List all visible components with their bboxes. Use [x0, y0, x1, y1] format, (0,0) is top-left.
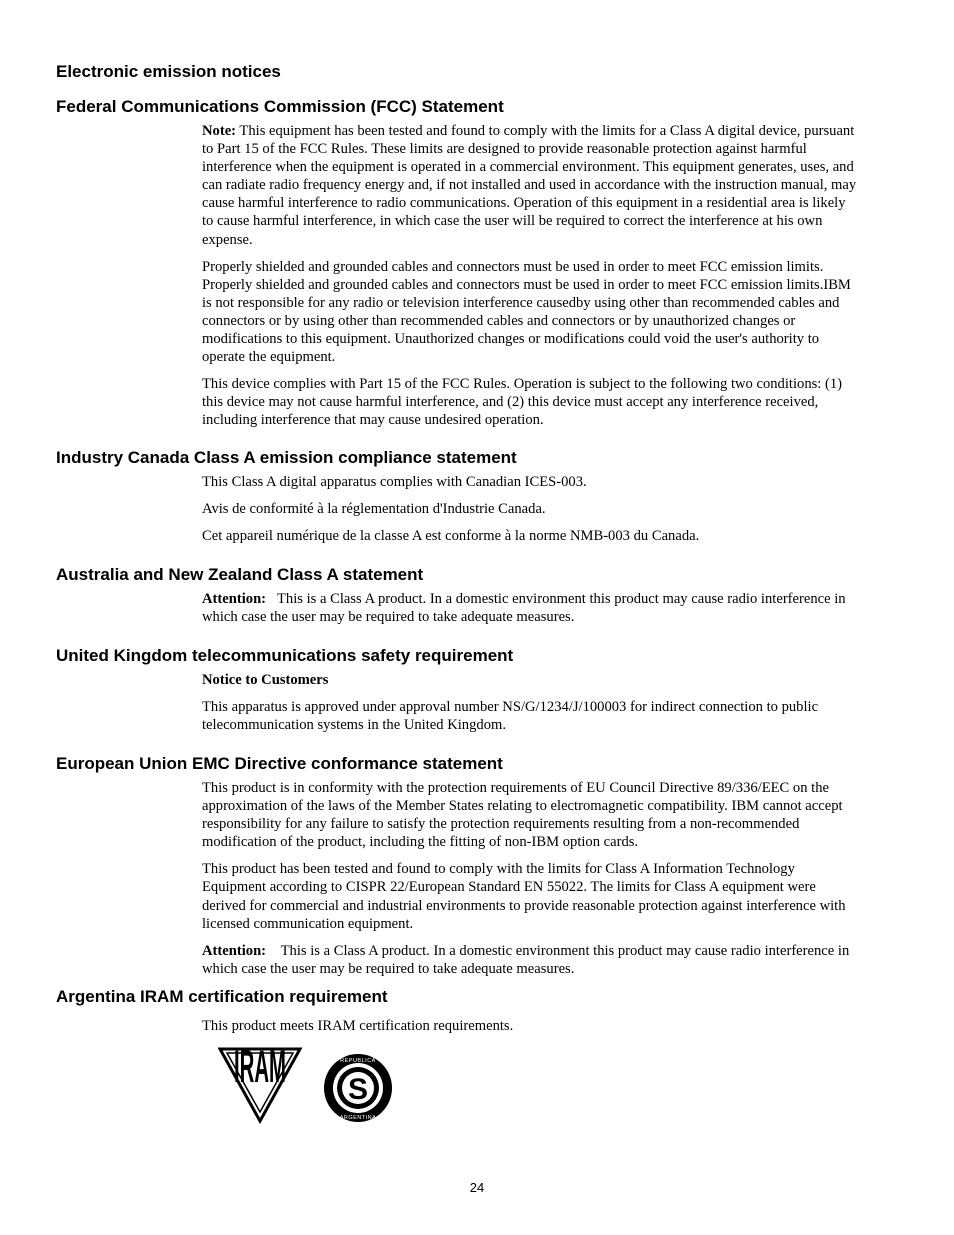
fcc-section: [202, 122, 858, 430]
iram-and-seal-logos: [218, 1046, 398, 1126]
heading-electronic-emission: Electronic emission notices: [56, 62, 281, 81]
eu-section: [202, 779, 858, 978]
iram-logo-text: IRAM: [234, 1046, 286, 1093]
argentina-text: This product meets IRAM certification requirements.: [202, 1018, 514, 1034]
canada-line-3: Cet appareil numérique de la classe A est conforme à la norme NMB-003 du Canada.: [202, 528, 700, 545]
seal-letter: S: [347, 1073, 369, 1106]
heading-australia: Australia and New Zealand Class A statement: [56, 565, 424, 584]
canada-line-2: Avis de conformité à la réglementation d'Industrie Canada.: [202, 501, 546, 518]
argentina-section: [202, 1017, 858, 1035]
iram-logo: [220, 1046, 300, 1121]
eu-paragraph-1: This product is in conformity with the protection requirements of EU Council Directive 89/336/EEC on the approximation of the laws of the Member States relating to electromagnetic compatibility. IBM cannot accept responsibility for any failure to satisfy the protection requirements resulting from a non-recommended modification of the product, including the fitting of non-IBM option cards.: [202, 780, 843, 851]
fcc-paragraph-2: Properly shielded and grounded cables and connectors must be used in order to meet FCC emission limits. Properly shielded and grounded cables and connectors must be used in order to meet FCC emission limits.IBM is not responsible for any radio or television interference causedby using other than recommended cables and connectors or by using other than recommended cables and connectors or by unauthorized changes or modifications to this equipment. Unauthorized changes or modifications could void the user's authority to operate the equipment.: [202, 258, 851, 366]
canada-line-1: This Class A digital apparatus complies with Canadian ICES-003.: [202, 474, 587, 490]
certification-logos: [218, 1046, 398, 1126]
heading-eu: European Union EMC Directive conformance statement: [56, 754, 503, 773]
fcc-paragraph-3: This device complies with Part 15 of the FCC Rules. Operation is subject to the following two conditions: (1) this device may not cause harmful interference, and (2) this device must accept any interference received, including interference that may cause undesired operation.: [202, 376, 843, 429]
australia-attention-text: This is a Class A product. In a domestic environment this product may cause radio interference in which case the user may be required to take adequate measures.: [202, 591, 846, 626]
seal-bottom-text: ARGENTINA: [339, 1115, 377, 1121]
uk-notice-title: Notice to Customers: [202, 672, 329, 688]
fcc-note: [202, 122, 858, 249]
fcc-note-text: This equipment has been tested and found to comply with the limits for a Class A digital device, pursuant to Part 15 of the FCC Rules. These limits are designed to provide reasonable protection against harmful interference when the equipment is operated in a commercial environment. This equipment generates, uses, and can radiate radio frequency energy and, if not installed and used in accordance with the instruction manual, may cause harmful interference to radio communications. Operation of this equipment in a residential area is likely to cause harmful interference, in which case the user will be required to correct the interference at his own expense.: [202, 123, 857, 248]
argentina-seal: [324, 1054, 392, 1122]
eu-attention: [202, 942, 858, 978]
australia-attention-label: Attention:: [202, 591, 267, 607]
australia-attention: [202, 590, 858, 626]
eu-attention-label: Attention:: [202, 942, 267, 959]
heading-industry-canada: Industry Canada Class A emission compliance statement: [56, 448, 517, 467]
fcc-note-label: Note:: [202, 123, 237, 139]
uk-text: This apparatus is approved under approval number NS/G/1234/J/100003 for indirect connection to public telecommunication systems in the United Kingdom.: [202, 699, 819, 734]
seal-top-text: REPUBLICA: [340, 1058, 376, 1064]
australia-section: [202, 590, 858, 626]
heading-uk: United Kingdom telecommunications safety requirement: [56, 646, 514, 665]
canada-section: [202, 473, 858, 545]
page-number: 24: [469, 1180, 485, 1195]
uk-section: [202, 671, 858, 734]
eu-paragraph-2: This product has been tested and found to comply with the limits for Class A Information Technology Equipment according to CISPR 22/European Standard EN 55022. The limits for Class A equipment were derived for commercial and industrial environments to provide reasonable protection against interference with licensed communication equipment.: [202, 861, 846, 932]
heading-fcc: Federal Communications Commission (FCC) Statement: [56, 97, 504, 116]
heading-argentina: Argentina IRAM certification requirement: [56, 987, 388, 1006]
eu-attention-text: This is a Class A product. In a domestic environment this product may cause radio interference in which case the user may be required to take adequate measures.: [202, 942, 850, 977]
